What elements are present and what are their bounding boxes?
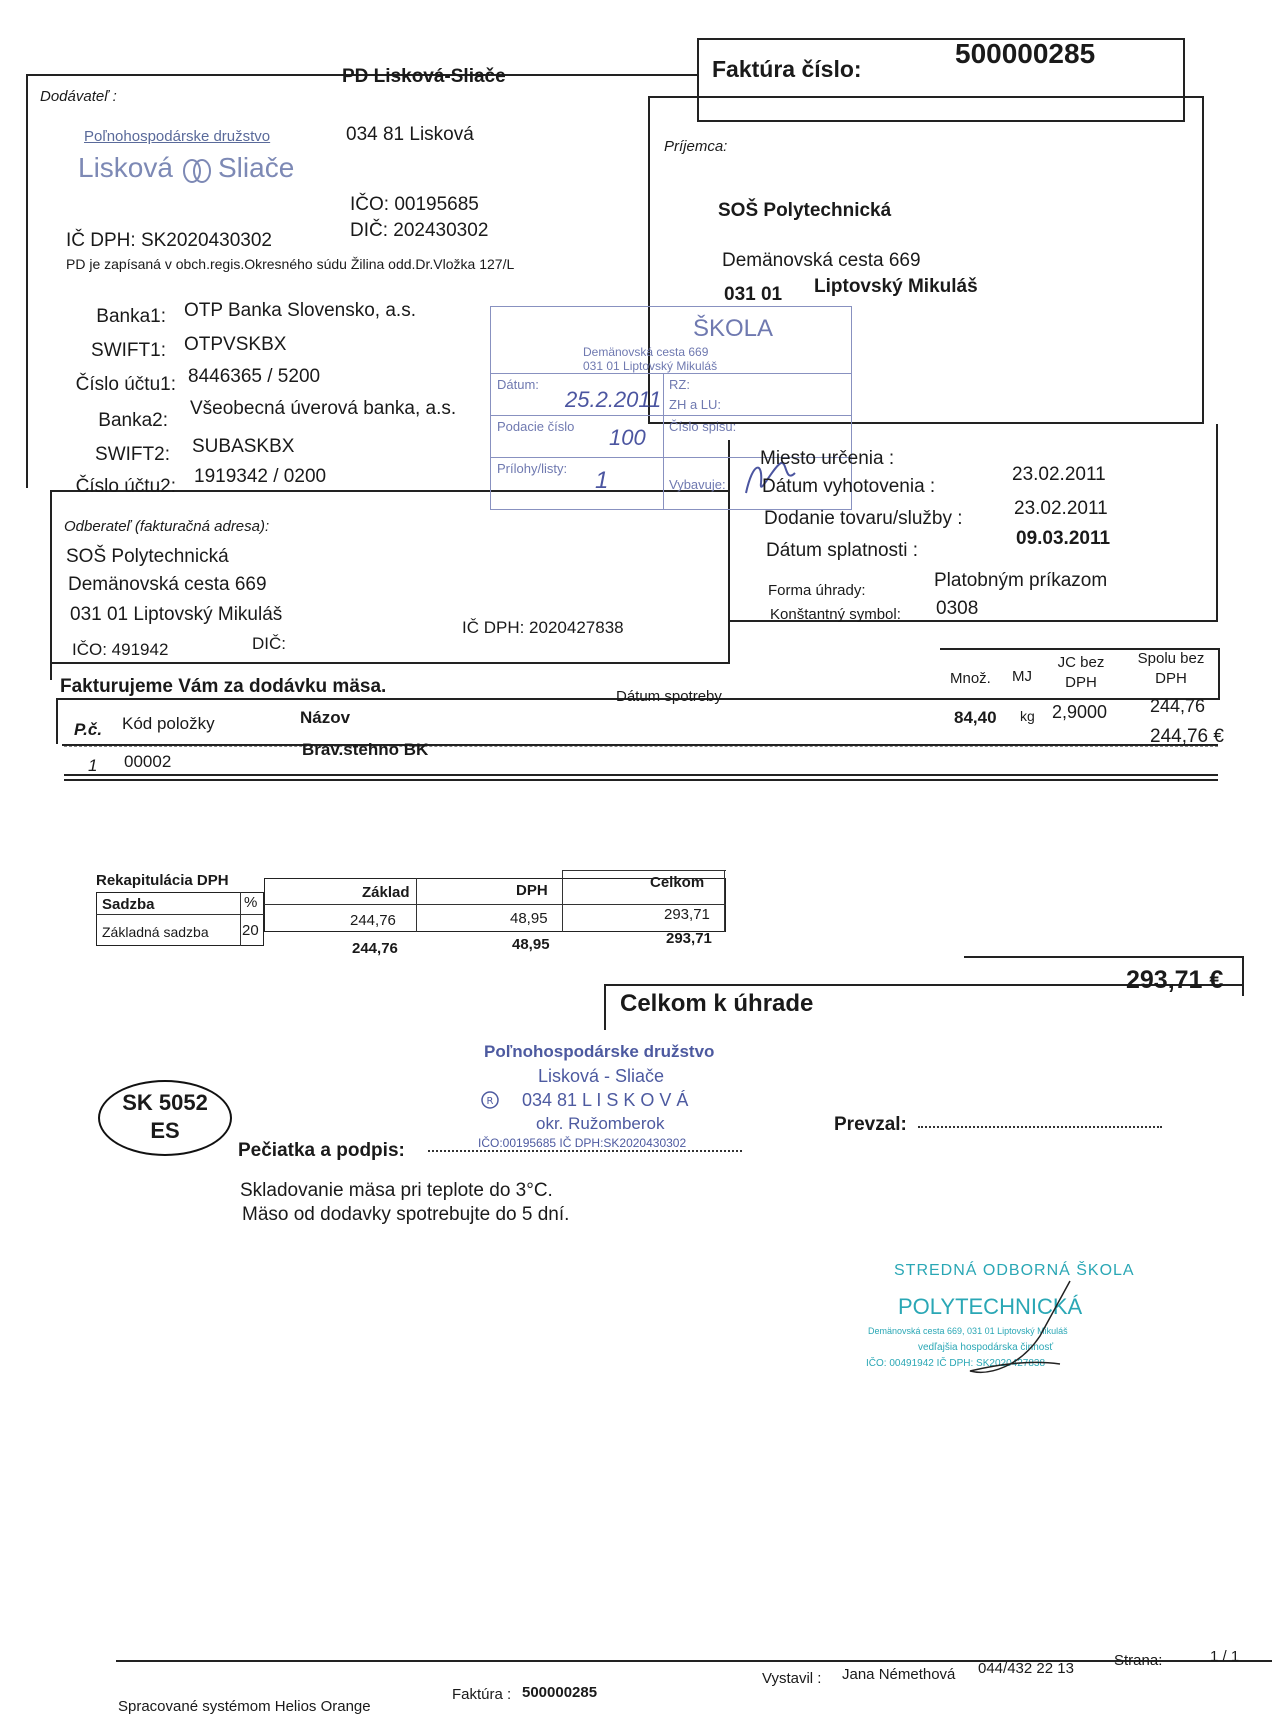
- recipient-city: Liptovský Mikuláš: [814, 276, 978, 297]
- stamp-line2: 031 01 Liptovský Mikuláš: [583, 359, 718, 373]
- invoice-title: Faktúra číslo:: [712, 56, 862, 82]
- round-stamp-line2: vedľajšia hospodárska činnosť: [918, 1342, 1054, 1353]
- stamp-datum-value: 25.2.2011: [565, 387, 662, 412]
- bank-label: SWIFT1:: [91, 340, 166, 361]
- row-mj: kg: [1020, 708, 1035, 724]
- stamp-datum-label: Dátum:: [497, 377, 539, 392]
- stamp-prilohy-value: 1: [595, 467, 609, 494]
- supplier-logo: [76, 124, 306, 194]
- header-jc-2: DPH: [1065, 674, 1097, 691]
- header-kod: Kód položky: [122, 714, 215, 733]
- bank-label: SWIFT2:: [95, 444, 170, 465]
- buyer-ico: IČO: 491942: [72, 640, 169, 659]
- supplier-address: 034 81 Lisková: [346, 124, 474, 145]
- miesto-label: Miesto určenia :: [760, 448, 895, 469]
- row-kod: 00002: [124, 752, 172, 771]
- dodanie-value: 23.02.2011: [1014, 498, 1108, 519]
- buyer-left-line: [50, 490, 52, 680]
- coop-stamp: [474, 1042, 764, 1152]
- stamp-spis-label: Číslo spisu:: [669, 419, 737, 434]
- round-stamp-arc: STREDNÁ ODBORNÁ ŠKOLA: [894, 1262, 1135, 1279]
- footer-page-label: Strana:: [1114, 1652, 1163, 1669]
- stamp-vybavuje-label: Vybavuje:: [669, 477, 726, 492]
- header-mj: MJ: [1012, 668, 1032, 685]
- logo-top-text: Poľnohospodárske družstvo: [84, 128, 271, 145]
- stamp-zh-label: ZH a LU:: [669, 397, 722, 412]
- recipient-street: Demänovská cesta 669: [722, 250, 921, 271]
- registered-icon: [480, 1090, 500, 1110]
- dodanie-label: Dodanie tovaru/služby :: [764, 508, 963, 529]
- stamp-line1: Demänovská cesta 669: [583, 345, 709, 359]
- supplier-left-line: [26, 74, 28, 488]
- vat-recap-table: [96, 870, 726, 960]
- supplier-name: PD Lisková-Sliače: [342, 66, 506, 87]
- leaf-icon: [182, 158, 212, 184]
- received-label: Prevzal:: [834, 1114, 907, 1135]
- signature-line: [428, 1150, 742, 1152]
- row-spolu: 244,76: [1150, 696, 1206, 716]
- bank-label: Banka2:: [98, 410, 168, 431]
- vat-total-dph: 48,95: [512, 936, 550, 953]
- bank-label: Číslo účtu1:: [75, 374, 176, 395]
- items-row-separator: [64, 746, 1218, 747]
- coop-stamp-line2: Lisková - Sliače: [538, 1066, 665, 1086]
- supplier-dic: DIČ: 202430302: [350, 220, 489, 241]
- footer-phone: 044/432 22 13: [978, 1660, 1074, 1677]
- header-spolu-2: DPH: [1155, 670, 1187, 687]
- row-pc: 1: [88, 756, 98, 775]
- vat-header-sadzba: Sadzba: [102, 896, 155, 913]
- header-datum: Dátum spotreby: [616, 688, 722, 705]
- splatnosti-value: 09.03.2011: [1016, 528, 1111, 549]
- buyer-city: 031 01 Liptovský Mikuláš: [70, 604, 283, 625]
- items-total: 244,76 €: [1150, 726, 1224, 747]
- stamp-title: ŠKOLA: [693, 315, 774, 342]
- logo-left-text: Lisková: [78, 152, 173, 183]
- vyhotovenia-value: 23.02.2011: [1012, 464, 1106, 485]
- vat-row-celkom: 293,71: [664, 906, 710, 923]
- header-mnoz: Množ.: [950, 670, 991, 687]
- supplier-ic-dph: IČ DPH: SK2020430302: [66, 230, 272, 251]
- signature-label: Pečiatka a podpis:: [238, 1140, 405, 1161]
- recipient-label: Príjemca:: [664, 138, 728, 155]
- svg-text:R: R: [486, 1096, 494, 1107]
- recipient-name: SOŠ Polytechnická: [718, 200, 892, 221]
- supplier-label: Dodávateľ :: [40, 88, 117, 105]
- buyer-label: Odberateľ (fakturačná adresa):: [64, 518, 270, 535]
- round-stamp-line1: Demänovská cesta 669, 031 01 Liptovský Mikuláš: [868, 1326, 1068, 1336]
- bank-label: Banka1:: [96, 306, 166, 327]
- footer-invoice-label: Faktúra :: [452, 1686, 512, 1703]
- round-stamp-name: POLYTECHNICKÁ: [898, 1294, 1083, 1319]
- sk-stamp-line1: SK 5052: [122, 1090, 208, 1115]
- footer-issued-by: Jana Némethová: [842, 1666, 956, 1683]
- coop-stamp-line5: IČO:00195685 IČ DPH:SK2020430302: [478, 1136, 687, 1150]
- bank-value: OTPVSKBX: [184, 334, 287, 355]
- vat-header-celkom: Celkom: [650, 874, 705, 891]
- footer-issued-label: Vystavil :: [762, 1670, 822, 1687]
- vat-row-dph: 48,95: [510, 910, 548, 927]
- vat-total-celkom: 293,71: [666, 930, 712, 947]
- vat-row-percent: 20: [242, 922, 259, 939]
- note-line-2: Mäso od dodavky spotrebujte do 5 dní.: [242, 1204, 570, 1225]
- buyer-dic: DIČ:: [252, 634, 286, 653]
- bank-value: OTP Banka Slovensko, a.s.: [184, 300, 416, 321]
- invoice-number: 500000285: [955, 38, 1096, 69]
- footer-invoice-number: 500000285: [522, 1684, 598, 1701]
- logo-right-text: Sliače: [218, 152, 295, 183]
- header-jc-1: JC bez: [1057, 654, 1105, 671]
- vat-header-dph: DPH: [516, 882, 548, 899]
- buyer-bottom-line: [50, 662, 730, 664]
- footer-line: [116, 1660, 1272, 1662]
- buyer-name: SOŠ Polytechnická: [66, 546, 229, 567]
- forma-value: Platobným príkazom: [934, 570, 1108, 591]
- bank-label: Číslo účtu2:: [75, 476, 176, 497]
- stamp-rz-label: RZ:: [669, 377, 690, 392]
- items-intro: Fakturujeme Vám za dodávku mäsa.: [60, 676, 387, 697]
- buyer-street: Demänovská cesta 669: [68, 574, 267, 595]
- header-spolu-1: Spolu bez: [1137, 650, 1205, 667]
- symbol-label: Konštantný symbol:: [770, 606, 901, 623]
- symbol-value: 0308: [936, 598, 979, 619]
- bank-value: SUBASKBX: [192, 436, 295, 457]
- items-double-line-a: [64, 774, 1218, 776]
- school-round-stamp: [860, 1256, 1135, 1386]
- vat-total-zaklad: 244,76: [352, 940, 398, 957]
- note-line-1: Skladovanie mäsa pri teplote do 3°C.: [240, 1180, 553, 1201]
- grand-total-value: 293,71 €: [1126, 966, 1224, 994]
- coop-stamp-line4: okr. Ružomberok: [536, 1114, 665, 1133]
- vat-header-zaklad: Základ: [362, 884, 410, 901]
- header-pc: P.č.: [74, 720, 103, 739]
- items-double-line-b: [64, 779, 1218, 781]
- buyer-ic-dph: IČ DPH: 2020427838: [462, 618, 624, 637]
- sk-oval-stamp: [98, 1080, 232, 1156]
- supplier-ico: IČO: 00195685: [350, 194, 479, 215]
- forma-label: Forma úhrady:: [768, 582, 866, 599]
- footer-page-value: 1 / 1: [1210, 1648, 1240, 1665]
- row-mnoz: 84,40: [954, 708, 997, 727]
- signature-scribble-icon: [940, 1276, 1080, 1386]
- vat-row-sadzba: Základná sadzba: [102, 924, 209, 940]
- vat-header-percent: %: [244, 894, 258, 911]
- bank-value: 8446365 / 5200: [188, 366, 321, 387]
- stamp-podacie-label: Podacie číslo: [497, 419, 575, 434]
- items-left-line: [56, 698, 58, 744]
- vat-row-zaklad: 244,76: [350, 912, 396, 929]
- footer-software: Spracované systémom Helios Orange: [118, 1698, 371, 1715]
- row-nazov: Brav.stehno BK: [302, 740, 429, 759]
- grand-total-label: Celkom k úhrade: [620, 990, 814, 1017]
- bank-value: Všeobecná úverová banka, a.s.: [190, 398, 457, 419]
- sk-stamp-line2: ES: [150, 1118, 180, 1143]
- recipient-zip: 031 01: [724, 284, 783, 305]
- stamp-prilohy-label: Prílohy/listy:: [497, 461, 568, 476]
- stamp-podacie-value: 100: [609, 425, 646, 450]
- supplier-register: PD je zapísaná v obch.regis.Okresného súdu Žilina odd.Dr.Vložka 127/L: [66, 256, 515, 272]
- header-nazov: Názov: [300, 708, 351, 727]
- vat-recap-title: Rekapitulácia DPH: [96, 872, 229, 889]
- dates-right-line: [1216, 424, 1218, 622]
- coop-stamp-line1: Poľnohospodárske družstvo: [484, 1042, 715, 1061]
- splatnosti-label: Dátum splatnosti :: [766, 540, 919, 561]
- items-right-line: [1218, 648, 1220, 700]
- bank-value: 1919342 / 0200: [194, 466, 327, 487]
- row-jc: 2,9000: [1052, 702, 1108, 722]
- vyhotovenia-label: Dátum vyhotovenia :: [762, 476, 936, 497]
- received-line: [918, 1126, 1162, 1128]
- round-stamp-line3: IČO: 00491942 IČ DPH: SK2020427838: [866, 1358, 1046, 1369]
- coop-stamp-line3: 034 81 L I S K O V Á: [522, 1090, 689, 1110]
